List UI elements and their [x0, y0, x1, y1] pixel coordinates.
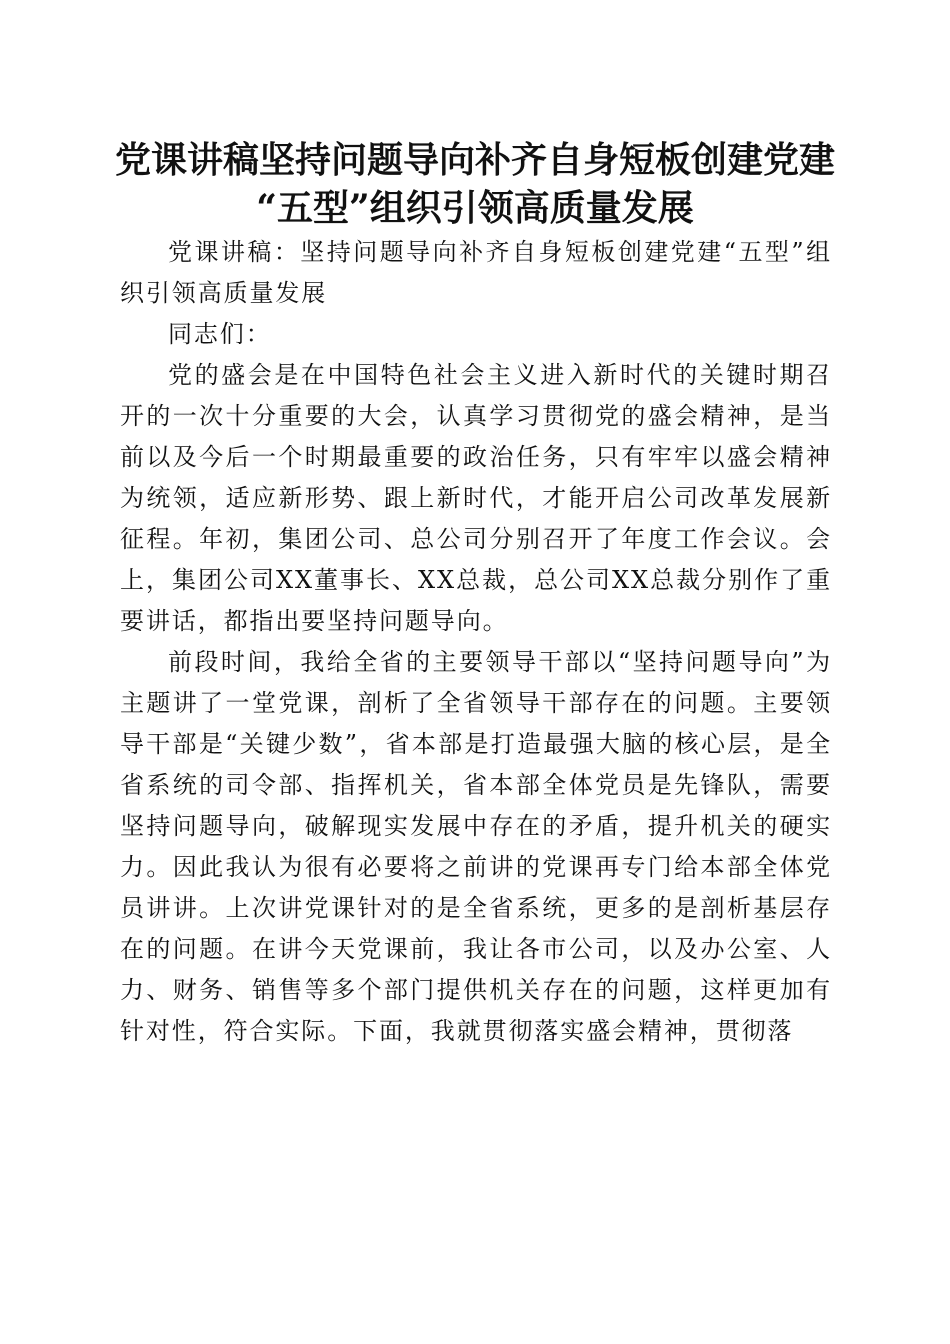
subtitle-paragraph: 党课讲稿：坚持问题导向补齐自身短板创建党建“五型”组织引领高质量发展: [120, 238, 832, 307]
document-title: [110, 136, 840, 232]
title-line-1: 党课讲稿坚持问题导向补齐自身短板创建党建: [114, 139, 835, 181]
body-paragraph-1: 党的盛会是在中国特色社会主义进入新时代的关键时期召开的一次十分重要的大会，认真学习贯彻党的盛会精神，是当前以及今后一个时期最重要的政治任务，只有牢牢以盛会精神为统领，适应新形势、跟上新时代，才能开启公司改革发展新征程。年初，集团公司、总公司分别召开了年度工作会议。会上，集团公司XX董事长、XX总裁，总公司XX总裁分别作了重要讲话，都指出要坚持问题导向。: [120, 361, 832, 635]
document-body: [120, 232, 832, 1052]
salutation-paragraph: 同志们：: [168, 320, 272, 348]
body-paragraph-2: 前段时间，我给全省的主要领导干部以“坚持问题导向”为主题讲了一堂党课，剖析了全省领导干部存在的问题。主要领导干部是“关键少数”，省本部是打造最强大脑的核心层，是全省系统的司令部、指挥机关，省本部全体党员是先锋队，需要坚持问题导向，破解现实发展中存在的矛盾，提升机关的硬实力。因此我认为很有必要将之前讲的党课再专门给本部全体党员讲讲。上次讲党课针对的是全省系统，更多的是剖析基层存在的问题。在讲今天党课前，我让各市公司，以及办公室、人力、财务、销售等多个部门提供机关存在的问题，这样更加有针对性，符合实际。下面，我就贯彻落实盛会精神，贯彻落: [120, 648, 832, 1045]
title-line-2: “五型”组织引领高质量发展: [256, 187, 694, 229]
